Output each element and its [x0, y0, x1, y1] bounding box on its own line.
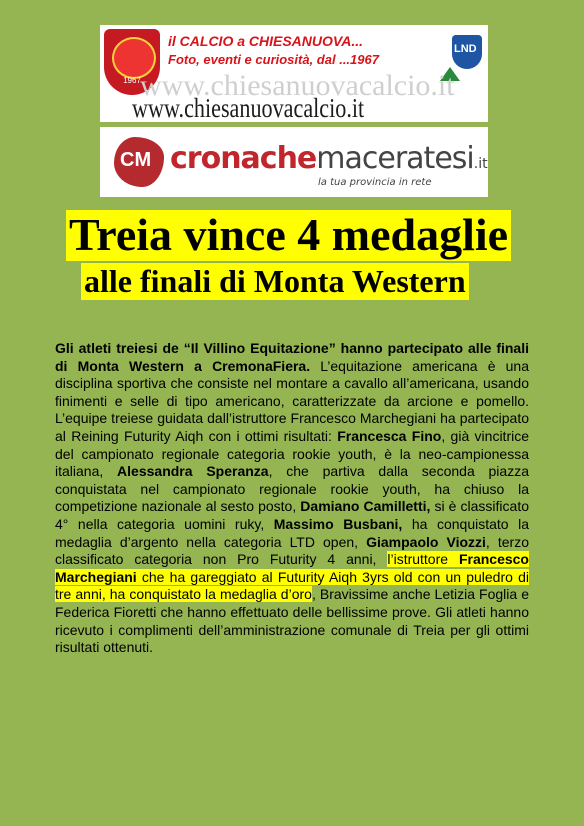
- body-text: , terzo classificato categoria non Pro Futurity 4 anni,: [55, 533, 529, 568]
- site-watermark: www.chiesanuovacalcio.it: [140, 69, 455, 102]
- cronache-maceratesi-banner: [100, 127, 488, 197]
- crest-year: 1967: [123, 76, 141, 85]
- province-map-logo: [114, 137, 164, 187]
- bold-text: Giampaolo Viozzi: [366, 533, 486, 550]
- bold-text: Damiano Camilletti,: [300, 498, 431, 515]
- body-text: , che partiva dalla seconda piazza conquistata nel campionato regionale rookie youth, ha chiuso la competizione nazionale al sesto posto,: [55, 463, 529, 515]
- lnd-label: LND: [454, 43, 477, 55]
- site-url: www.chiesanuovacalcio.it: [132, 93, 365, 122]
- highlighted-text: che ha gareggiato al Futurity Aiqh 3yrs old con un puledro di tre anni, ha conquistato la medaglia d’oro: [55, 568, 529, 603]
- body-text: si è classificato 4° nella categoria uomini ruky,: [55, 498, 529, 532]
- banner-subline: Foto, eventi e curiosità, dal ...1967: [168, 52, 379, 67]
- article-title: Treia vince 4 medaglie: [66, 210, 511, 261]
- body-text: , Bravissime anche Letizia Foglia e Federica Fioretti che hanno effettuato delle bellissime prove. Gli atleti hanno ricevuto i complimenti dell’amministrazione comunale di Treia per gli ottimi risultati ottenuti.: [55, 586, 529, 656]
- bold-text: Massimo Busbani,: [273, 515, 403, 532]
- cronache-tagline: la tua provincia in rete: [318, 177, 432, 188]
- chiesanuova-banner: [100, 25, 488, 122]
- article-body: [55, 340, 529, 657]
- body-text: L’equitazione americana è una disciplina sportiva che consiste nel montare a cavallo all’americana, usando finimenti e selle di tipo americano, caratterizzate da arcione e pomello. L’equipe treiese guidata dall’istruttore Francesco Marchegiani ha partecipato al Reining Futurity Aiqh con i ottimi risultati:: [55, 357, 530, 444]
- body-text: ha conquistato la medaglia d’argento nella categoria LTD open,: [55, 515, 529, 550]
- banner-headline: il CALCIO a CHIESANUOVA...: [168, 33, 363, 49]
- wordmark-part1: cronache: [170, 141, 317, 176]
- article-subtitle: alle finali di Monta Western: [81, 263, 469, 300]
- highlighted-text: Francesco Marchegiani: [55, 551, 529, 585]
- cronache-wordmark: [170, 141, 488, 176]
- body-text: , già vincitrice del campionato regionale categoria rookie youth, è la neo-campionessa italiana,: [55, 427, 530, 480]
- wordmark-tld: .it: [473, 156, 488, 172]
- highlighted-text: l’istruttore: [387, 551, 459, 568]
- bold-text: Gli atleti treiesi de “Il Villino Equitazione” hanno partecipato alle finali di Monta Western a CremonaFiera.: [55, 340, 529, 374]
- wordmark-part2: maceratesi: [316, 141, 474, 176]
- logo-letters: CM: [120, 149, 152, 171]
- bold-text: Francesca Fino: [337, 427, 442, 444]
- bold-text: Alessandra Speranza: [117, 463, 269, 480]
